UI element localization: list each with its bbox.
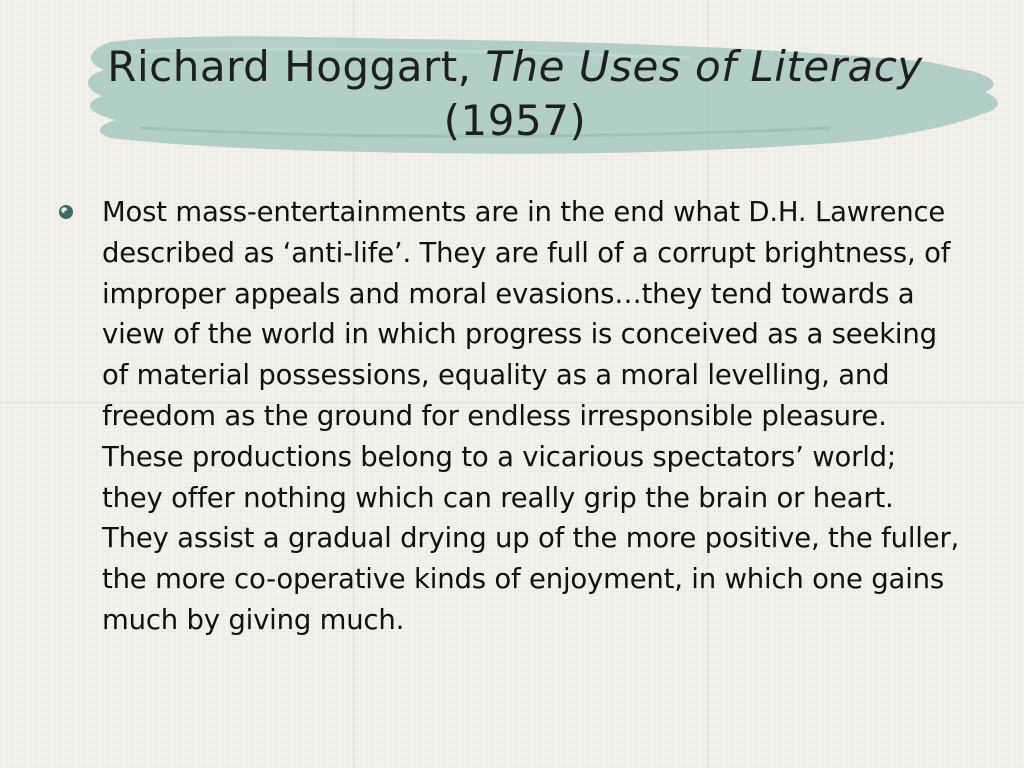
slide-title (90, 40, 940, 148)
title-year: (1957) (443, 96, 587, 145)
bullet-text: Most mass-entertainments are in the end what D.H. Lawrence described as ‘anti-life’. They are full of a corrupt brightness, of improper appeals and moral evasions…they tend towards a view of the world in which progress is conceived as a seeking of material possessions, equality as a moral levelling, and freedom as the ground for endless irresponsible pleasure. These productions belong to a vicarious spectators’ world; they offer nothing which can really grip the brain or heart. They assist a gradual drying up of the more positive, the fuller, the more co-operative kinds of enjoyment, in which one gains much by giving much. (102, 196, 960, 636)
title-author: Richard Hoggart, (107, 42, 486, 91)
round-bullet-icon (58, 204, 74, 220)
title-book: The Uses of Literacy (485, 42, 923, 91)
